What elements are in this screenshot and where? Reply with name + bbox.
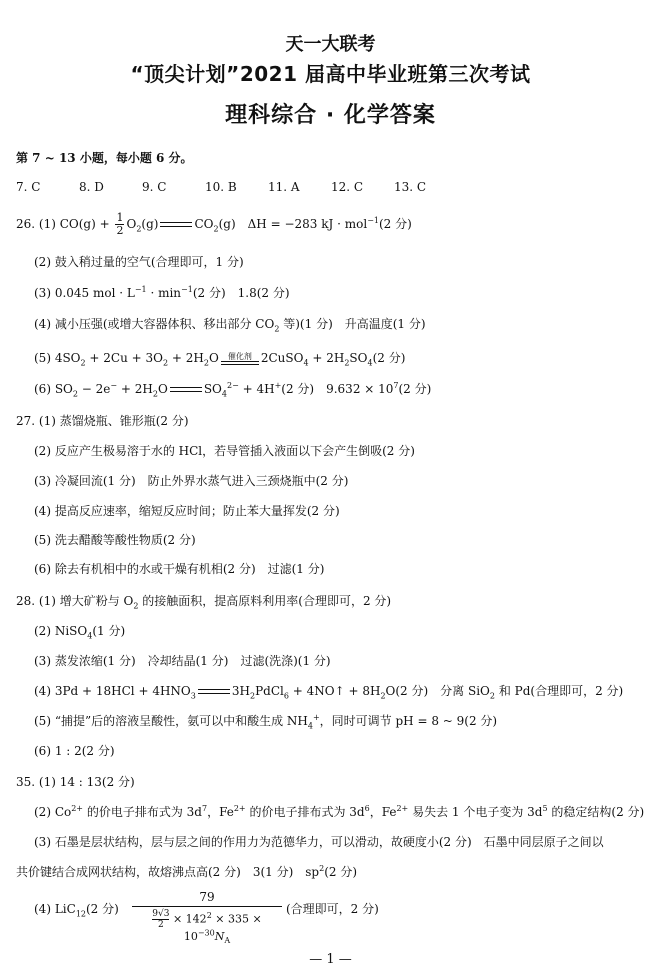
q35-part4-suffix: (合理即可，2 分) bbox=[286, 902, 379, 916]
header-org: 天一大联考 bbox=[285, 34, 376, 55]
mcq-answers bbox=[16, 179, 457, 195]
mcq-answer: 11. A bbox=[268, 180, 300, 194]
q27-part1: 27. (1) 蒸馏烧瓶、锥形瓶(2 分) bbox=[16, 414, 189, 428]
q27-part5: (5) 洗去醋酸等酸性物质(2 分) bbox=[34, 533, 196, 547]
mcq-answer: 13. C bbox=[394, 180, 427, 194]
q35-part3-line1: (3) 石墨是层状结构，层与层之间的作用力为范德华力，可以滑动，故硬度小(2 分) 石墨中同层原子之间以 bbox=[34, 835, 604, 849]
q28-part6: (6) 1 : 2(2 分) bbox=[34, 744, 115, 758]
q35-part4-prefix: (4) LiC$_{12}$(2 分) bbox=[34, 902, 119, 919]
q28-part4: (4) $3Pd + 18HCl + 4HNO_3$ $3H_2PdCl_6$ + 4NO↑ + $8H_2O(2$ 分) 分离 SiO$_2$ 和 Pd(合理即可，2 分) bbox=[34, 684, 624, 701]
q27-part6: (6) 除去有机相中的水或干燥有机相(2 分) 过滤(1 分) bbox=[34, 562, 325, 576]
q28-part2: (2) NiSO$_4$(1 分) bbox=[34, 624, 126, 641]
q26-part5: (5) $4SO_2 + 2Cu + 3O_2 + 2H_2O$ 催化剂 2CuSO$_4$ + $2H_2SO_4(2$ 分) bbox=[34, 351, 406, 368]
q26-part1: 26. (1) CO(g) + $\frac{1}{2}$ $O_2(g)$ $CO_2(g)$ ΔH = −283 kJ · mol$^{-1}$(2 分) bbox=[16, 211, 412, 237]
fraction-denominator: $\frac{9√3}{2} \times 142^2 \times 335 \times 10^{-30}N_A$ bbox=[152, 909, 262, 946]
q27-part3: (3) 冷凝回流(1 分) 防止外界水蒸气进入三颈烧瓶中(2 分) bbox=[34, 474, 349, 488]
q26-part6: (6) $SO_2 - 2e^- + 2H_2O$ $SO_4^{2-} + 4H^+(2$ 分) $9.632 \times 10^7(2$ 分) bbox=[34, 381, 432, 399]
mcq-answer: 10. B bbox=[205, 180, 237, 194]
catalyst-arrow: 催化剂 bbox=[219, 352, 261, 365]
fraction: $\frac{1}{2}$ bbox=[116, 211, 124, 237]
header-subject: 理科综合 · 化学答案 bbox=[225, 103, 436, 128]
q27-part4: (4) 提高反应速率，缩短反应时间；防止苯大量挥发(2 分) bbox=[34, 504, 340, 518]
mcq-answer: 9. C bbox=[142, 180, 167, 194]
equals-sign bbox=[198, 689, 230, 694]
q27-part2: (2) 反应产生极易溶于水的 HCl，若导管插入液面以下会产生倒吸(2 分) bbox=[34, 444, 415, 458]
q26-part4: (4) 减小压强(或增大容器体积、移出部分 $CO_2$ 等)(1 分) 升高温度(1 分) bbox=[34, 317, 426, 334]
mcq-answer: 8. D bbox=[79, 180, 104, 194]
equals-sign bbox=[170, 387, 202, 392]
mcq-answer: 7. C bbox=[16, 180, 41, 194]
q26-part2: (2) 鼓入稍过量的空气(合理即可，1 分) bbox=[34, 255, 244, 269]
q35-part1: 35. (1) 14 : 13(2 分) bbox=[16, 775, 135, 789]
header-exam-title: “顶尖计划”2021 届高中毕业班第三次考试 bbox=[130, 62, 531, 86]
page-number: — 1 — bbox=[309, 952, 352, 967]
q28-part1: 28. (1) 增大矿粉与 $O_2$ 的接触面积，提高原料利用率(合理即可，2 分) bbox=[16, 594, 392, 611]
intro-text: 第 7 ~ 13 小题，每小题 6 分。 bbox=[16, 151, 193, 165]
equals-sign bbox=[160, 222, 192, 227]
fraction-numerator: 79 bbox=[132, 890, 282, 907]
q28-part3: (3) 蒸发浓缩(1 分) 冷却结晶(1 分) 过滤(洗涤)(1 分) bbox=[34, 654, 331, 668]
q35-part3-line2: 共价键结合成网状结构，故熔沸点高(2 分) 3(1 分) $sp^2(2$ 分) bbox=[16, 864, 358, 879]
q35-part2: (2) $Co^{2+}$ 的价电子排布式为 $3d^7$，$Fe^{2+}$ 的价电子排布式为 $3d^6$，$Fe^{2+}$ 易失去 1 个电子变为 $3d^5$ 的稳定结构(2 分) bbox=[34, 804, 645, 819]
q28-part5: (5) “捕提”后的溶液呈酸性，氨可以中和酸生成 $NH_4^+$，同时可调节 pH = 8 ~ 9(2 分) bbox=[34, 713, 498, 731]
mcq-answer: 12. C bbox=[331, 180, 364, 194]
q26-part3: (3) 0.045 mol · $L^{-1} \cdot \min^{-1}(2$ 分) 1.8(2 分) bbox=[34, 285, 290, 300]
density-fraction bbox=[132, 890, 282, 946]
